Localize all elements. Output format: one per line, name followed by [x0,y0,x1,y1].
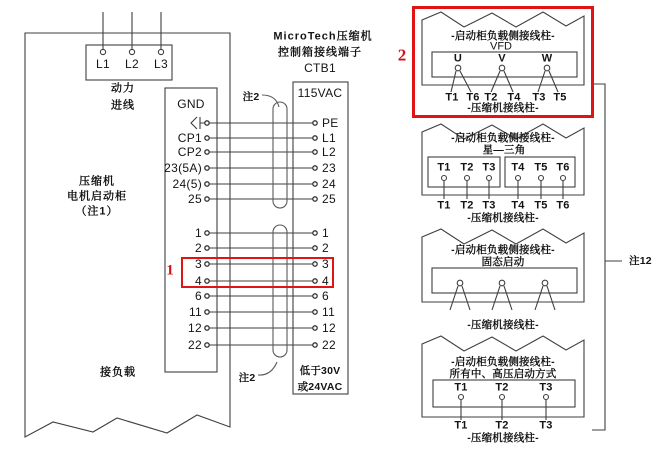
load-label: 接负载 [100,366,136,379]
highlight-rect-1 [181,257,334,288]
power-in-label-1: 动力 [111,82,135,95]
starter2-top-t3: T3 [482,161,496,174]
starter4-comp-t2: T2 [495,419,509,432]
ctb1-row-4: 4 [322,274,329,288]
note2-bottom-label: 注2 [238,371,256,384]
ctb1-row-1: 1 [322,226,329,240]
note12-label: 注12 [629,254,652,267]
strip-row-2: 2 [195,241,202,255]
strip-row-12: 12 [188,321,202,335]
starter4-top-t3: T3 [539,381,553,394]
cable-shield-top [273,102,287,208]
ctb1-row-23: 23 [322,161,336,175]
starter1-comp-t5: T5 [553,91,567,104]
starter2-comp-side-label: -压缩机接线柱- [467,211,539,224]
ctb1-voltage-bottom-1: 低于30V [299,364,341,377]
ctb1-row-22: 22 [322,338,336,352]
ctb1-row-24: 24 [322,177,336,191]
starter4-comp-t1: T1 [454,419,468,432]
ctb1-title-line2: 控制箱接线端子 [278,46,362,59]
starter2-comp-t6: T6 [556,199,570,212]
strip-row-11: 11 [188,305,202,319]
starter1-comp-t3: T3 [532,91,546,104]
starter1-terminal-w: W [541,52,553,65]
strip-row-cp1: CP1 [177,131,202,145]
ctb1-row-6: 6 [322,289,329,303]
starter2-top-t5: T5 [534,161,548,174]
ctb1-row-2: 2 [322,241,329,255]
starter2-top-t4: T4 [511,161,525,174]
strip-row-cp2: CP2 [177,145,202,159]
starter2-load-side-label: -启动柜负载侧接线柱- [451,131,555,144]
starter1-comp-t1: T1 [445,91,459,104]
note2-top-label: 注2 [242,90,260,103]
strip-row-4: 4 [195,274,202,288]
ctb1-voltage-top: 115VAC [297,86,343,100]
starter2-top-t1: T1 [437,161,451,174]
power-terminal-l1: L1 [96,57,110,71]
ctb1-strip-box [293,82,348,394]
starter4-top-t2: T2 [495,381,509,394]
starter4-load-side-label: -启动柜负载侧接线柱- [451,355,555,368]
strip-row-1: 1 [195,226,202,240]
note12-bracket [592,84,622,430]
starter3-type-label: 固态启动 [481,255,525,268]
starter1-comp-side-label: -压缩机接线柱- [467,101,539,114]
starter2-top-t2: T2 [460,161,474,174]
strip-row-24-5: 24(5) [172,177,202,191]
starter1-terminal-u: U [453,52,463,65]
strip-row-22: 22 [188,338,202,352]
starter1-load-side-label: -启动柜负载侧接线柱- [451,29,555,42]
callout-2-label: 2 [397,45,407,65]
strip-row-6: 6 [195,289,202,303]
ctb1-row-12: 12 [322,321,336,335]
starter1-terminal-v: V [498,52,506,65]
strip-row-25: 25 [188,192,202,206]
starter4-type-label: 所有中、高压启动方式 [449,367,557,380]
starter1-comp-t4: T4 [507,91,521,104]
ctb1-voltage-bottom-2: 或24VAC [297,380,343,393]
cabinet-name-1: 压缩机 [79,175,115,188]
starter2-comp-t3: T3 [482,199,496,212]
power-terminal-l2: L2 [125,57,139,71]
ctb1-row-l1: L1 [322,131,336,145]
cabinet-name-2: 电机启动柜 [67,190,127,203]
starter1-type-label: VFD [490,40,512,53]
starter4-top-t1: T1 [454,381,468,394]
ctb1-title-line3: CTB1 [304,61,336,75]
ctb1-row-25: 25 [322,192,336,206]
power-terminal-l3: L3 [154,57,168,71]
starter1-comp-t6: T6 [466,91,480,104]
starter4-comp-t3: T3 [539,419,553,432]
strip-header-gnd: GND [177,97,205,111]
strip-row-23-5a: 23(5A) [164,161,202,175]
cable-shield-bottom [273,225,287,357]
ctb1-row-11: 11 [322,305,336,319]
ctb1-row-pe: PE [322,116,339,130]
ctb1-row-l2: L2 [322,145,336,159]
callout-1-label: 1 [166,262,174,279]
strip-row-3: 3 [195,257,202,271]
ctb1-row-3: 3 [322,257,329,271]
starter3-comp-side-label: -压缩机接线柱- [467,318,539,331]
starter2-comp-t5: T5 [534,199,548,212]
power-in-label-2: 进线 [111,99,135,112]
starter2-top-t6: T6 [556,161,570,174]
starter4-comp-side-label: -压缩机接线柱- [467,431,539,444]
starter3-load-side-label: -启动柜负载侧接线柱- [451,243,555,256]
ctb1-title-line1: MicroTech压缩机 [273,30,373,43]
cabinet-name-3: （注1） [75,205,119,218]
starter2-type-label: 星—三角 [482,143,526,156]
starter2-comp-t4: T4 [511,199,525,212]
starter2-comp-t1: T1 [437,199,451,212]
starter2-comp-t2: T2 [460,199,474,212]
starter1-comp-t2: T2 [484,91,498,104]
